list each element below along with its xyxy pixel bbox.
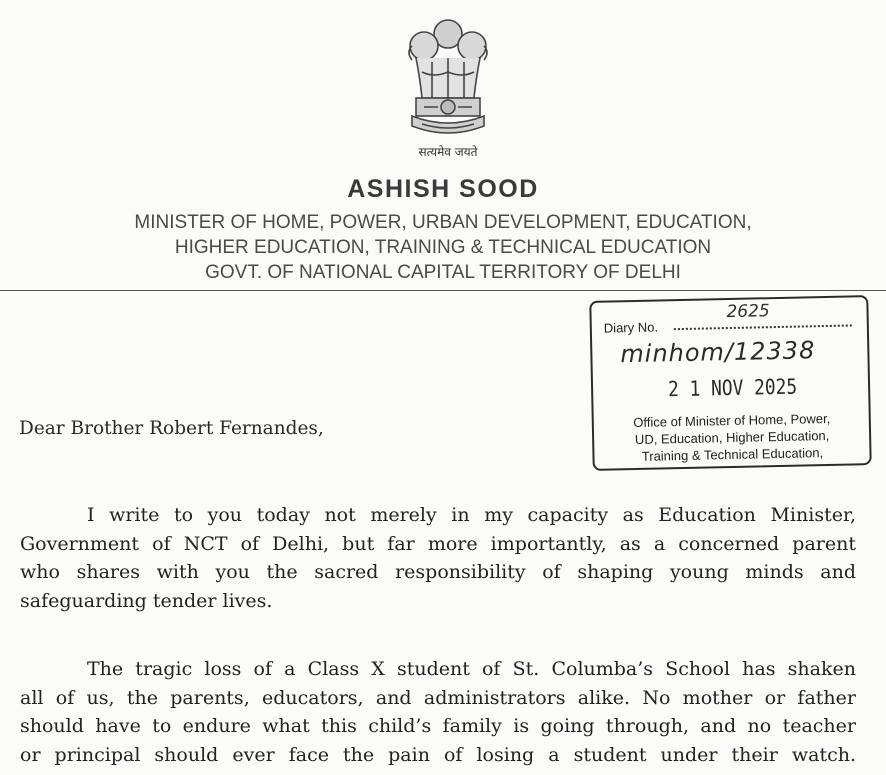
handwritten-diary-number: 2625: [726, 301, 770, 323]
designation-line-1: MINISTER OF HOME, POWER, URBAN DEVELOPMENT, EDUCATION,: [134, 212, 752, 233]
paragraph-1-line-4: safeguarding tender lives.: [20, 589, 273, 612]
stamp-office-line-2: UD, Education, Higher Education,: [634, 427, 830, 448]
paragraph-2: [20, 655, 856, 769]
paragraph-1-line-2: Government of NCT of Delhi, but far more importantly, as a concerned parent: [20, 532, 856, 555]
stamp-office-line-3: Training & Technical Education,: [641, 445, 824, 464]
national-emblem-icon: [402, 12, 494, 142]
paragraph-2-line-4: or principal should ever face the pain of losing a student under their watch.: [20, 743, 856, 766]
salutation: Dear Brother Robert Fernandes,: [19, 418, 324, 439]
header-divider: [0, 290, 886, 291]
minister-name: ASHISH SOOD: [347, 175, 539, 203]
paragraph-1-line-1: I write to you today not merely in my capacity as Education Minister,: [87, 504, 856, 526]
stamp-office-line-1: Office of Minister of Home, Power,: [633, 410, 831, 431]
handwritten-reference: minhom/12338: [620, 336, 816, 369]
paragraph-1: [20, 501, 856, 615]
diary-stamp: [589, 295, 871, 471]
paragraph-2-line-2: all of us, the parents, educators, and administrators alike. No mother or father: [20, 686, 856, 709]
diary-dotted-line: [674, 324, 852, 330]
paragraph-1-line-3: who shares with you the sacred responsibility of shaping young minds and: [20, 561, 856, 583]
diary-label: Diary No.: [603, 319, 659, 336]
paragraph-2-line-1: The tragic loss of a Class X student of St. Columba’s School has shaken: [87, 658, 856, 680]
designation-line-2: HIGHER EDUCATION, TRAINING & TECHNICAL EDUCATION: [174, 237, 712, 258]
paragraph-2-line-3: should have to endure what this child’s family is going through, and no teacher: [20, 715, 856, 737]
stamp-date: 2 1 NOV 2025: [667, 374, 798, 402]
designation-line-3: GOVT. OF NATIONAL CAPITAL TERRITORY OF DELHI: [205, 262, 681, 283]
stamp-office: [598, 409, 867, 466]
emblem-motto: सत्यमेव जयते: [418, 145, 478, 159]
